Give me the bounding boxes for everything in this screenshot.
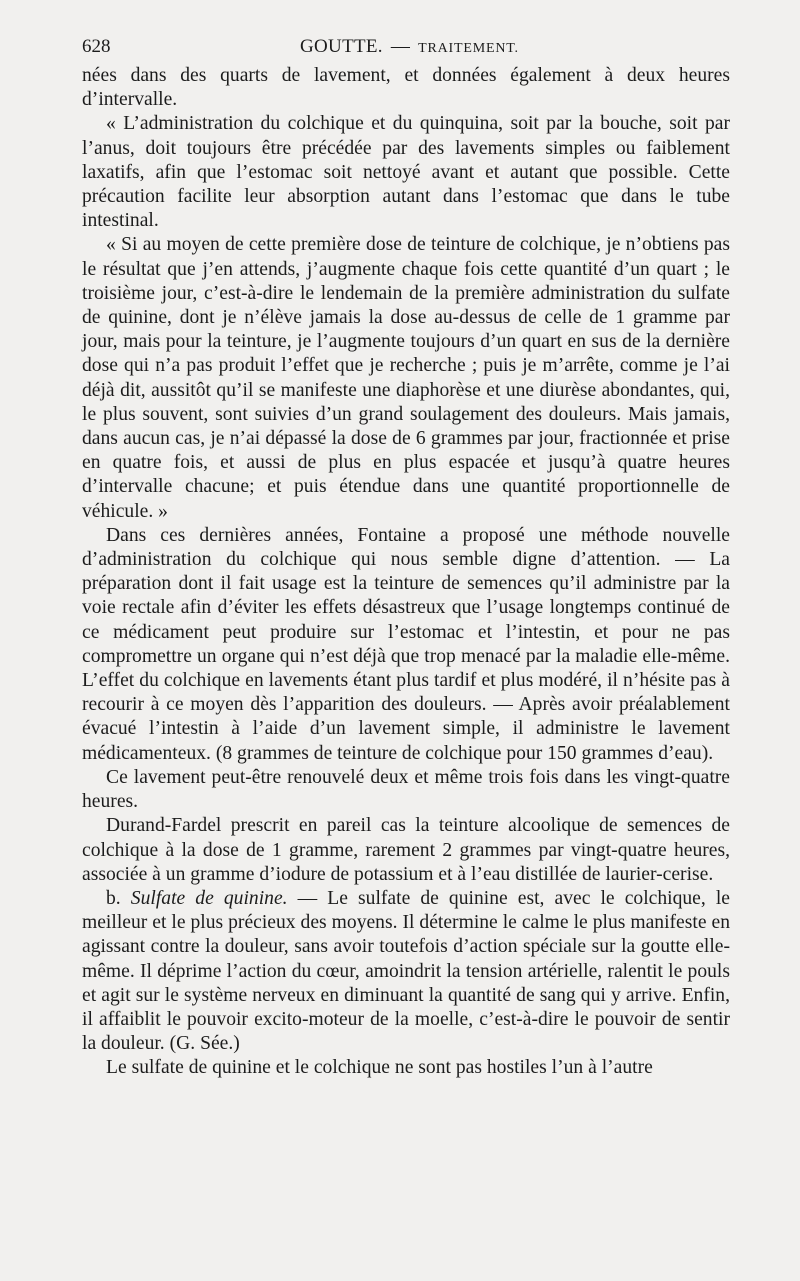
paragraph-2: « L’administration du colchique et du quinquina, soit par la bouche, soit par l’anus, doit toujours être précédée par des lavements simples ou faiblement laxatifs, afin que l’estomac soit nettoyé avant et autant que possible. Cette précaution facilite leur absorption autant dans l’estomac que dans le tube intestinal. xyxy=(82,113,730,232)
paragraph-8: Le sulfate de quinine et le colchique ne sont pas hostiles l’un à l’autre xyxy=(106,1057,653,1079)
paragraph-4: Dans ces dernières années, Fontaine a proposé une méthode nouvelle d’administration du colchique qui nous semble digne d’attention. — La préparation dont il fait usage est la teinture de semences qu’il administre par la voie rectale afin d’éviter les effets désastreux que l’usage longtemps continué de ce médicament peut produire sur l’estomac et l’intestin, et pour ne pas compromettre un organe qui n’est déjà que trop menacé par la maladie elle-même. L’effet du colchique en lavements étant plus tardif et plus modéré, il n’hésite pas à recourir à ce moyen dès l’apparition des douleurs. — Après avoir préalablement évacué l’intestin à l’aide d’un lavement simple, il administre le lavement médicamenteux. (8 grammes de teinture de colchique pour 150 grammes d’eau). xyxy=(82,524,730,764)
paragraph-3: « Si au moyen de cette première dose de teinture de colchique, je n’obtiens pas le résultat que j’en attends, j’augmente chaque fois cette quantité d’un quart ; le troisième jour, c’est-à-dire le lendemain de la première administration du sulfate de quinine, dont je n’élève jamais la dose au-dessus de celle de 1 gramme par jour, mais pour la teinture, je l’augmente toujours d’un quart en sus de la dernière dose qui n’a pas produit l’effet que je recherche ; puis je m’arrête, comme je l’ai déjà dit, aussitôt qu’il se manifeste une diaphorèse et une diurèse abondantes, qui, le plus souvent, sont suivies d’un grand soulagement des douleurs. Mais jamais, dans aucun cas, je n’ai dépassé la dose de 6 grammes par jour, fractionnée et prise en quatre fois, et aussi de plus en plus espacée et jusqu’à quatre heures d’intervalle chacune; et puis étendue dans une quantité proportionnelle de véhicule. » xyxy=(82,234,730,522)
page-number: 628 xyxy=(82,36,111,57)
paragraph-5: Ce lavement peut-être renouvelé deux et même trois fois dans les vingt-quatre heures. xyxy=(82,766,730,813)
section-title: Sulfate de quinine. xyxy=(130,887,288,909)
section-text: — Le sulfate de quinine est, avec le colchique, le meilleur et le plus précieux des moyens. Il détermine le calme le plus manifeste en agissant contre la douleur, sans avoir toutefois d’action spéciale sur la goutte elle-même. Il déprime l’action du cœur, amoindrit la tension artérielle, ralentit le pouls et agit sur le système nerveux en diminuant la quantité de sang qui y arrive. Enfin, il affaiblit le pouvoir excito-moteur de la moelle, c’est-à-dire le pouvoir de sentir la douleur. (G. Sée.) xyxy=(82,887,730,1055)
paragraph-6: Durand-Fardel prescrit en pareil cas la teinture alcoolique de semences de colchique à la dose de 1 gramme, rarement 2 grammes par vingt-quatre heures, associée à un gramme d’iodure de potassium et à l’eau distillée de laurier-cerise. xyxy=(82,815,730,885)
running-title-main: GOUTTE. xyxy=(300,36,383,57)
running-title-separator: — xyxy=(390,36,411,57)
paragraph-7 xyxy=(82,887,730,1056)
running-title xyxy=(300,36,519,58)
paragraph-1: nées dans des quarts de lavement, et données également à deux heures d’intervalle. xyxy=(82,65,730,111)
running-title-sub: TRAITEMENT. xyxy=(418,41,519,56)
body-text xyxy=(82,64,730,1081)
section-label: b. xyxy=(106,887,121,909)
page-header xyxy=(82,30,730,64)
